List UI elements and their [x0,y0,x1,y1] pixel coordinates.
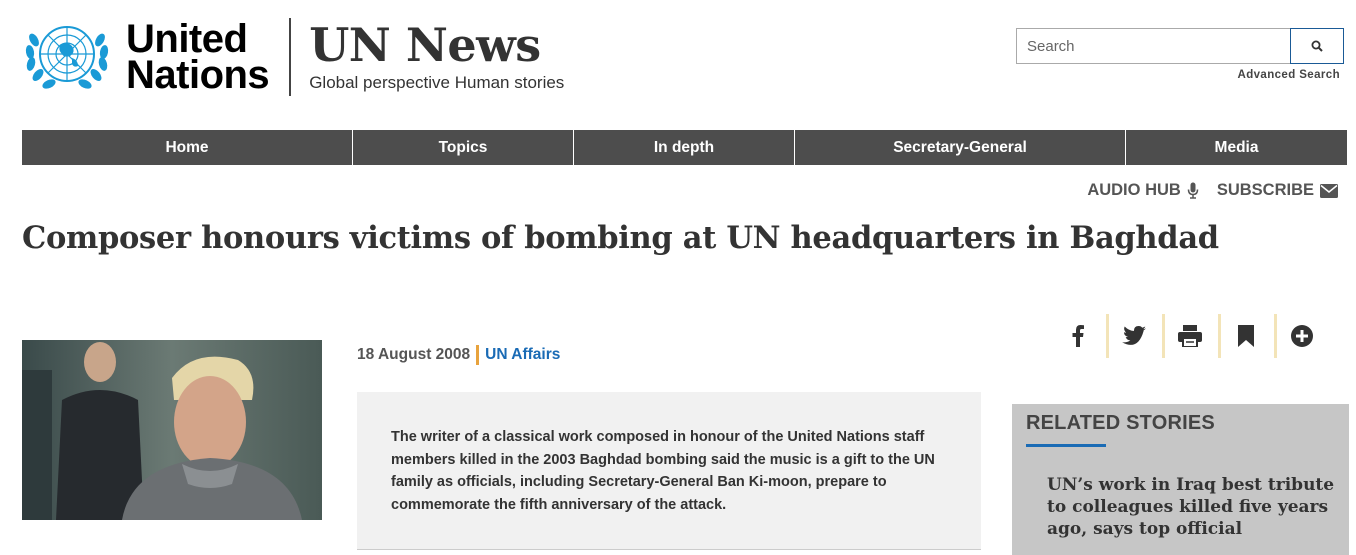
article-category-link[interactable]: UN Affairs [485,346,561,363]
org-name [126,17,270,97]
advanced-search-link[interactable]: Advanced Search [1237,69,1340,81]
related-stories-underline [1026,444,1106,447]
site-logo[interactable] [20,16,564,98]
composer-photo-image [22,340,322,520]
audio-hub-link[interactable] [1087,181,1199,200]
more-icon [1291,325,1313,347]
org-name-line2: Nations [126,53,270,97]
share-bookmark-button[interactable] [1218,314,1274,358]
nav-item-secretary-general[interactable]: Secretary-General [795,130,1126,165]
article-summary: The writer of a classical work composed in honour of the United Nations staff members killed in the 2003 Baghdad bombing said the music is a gift to the UN family as officials, including Secretary-General Ban Ki-moon, prepare to commemorate the fifth anniversary of the attack. [391,429,935,513]
share-facebook-button[interactable] [1050,314,1106,358]
header-divider [289,18,291,96]
envelope-icon [1320,184,1338,198]
main-nav [22,130,1347,165]
audio-hub-label: AUDIO HUB [1087,181,1181,199]
bookmark-icon [1238,325,1254,347]
subscribe-link[interactable] [1217,181,1338,200]
nav-item-topics[interactable]: Topics [353,130,574,165]
un-emblem-icon [20,16,114,98]
share-twitter-button[interactable] [1106,314,1162,358]
org-name-line1: United [126,17,248,61]
related-stories [1012,404,1349,555]
article-date: 18 August 2008 [357,346,471,363]
twitter-icon [1122,326,1146,346]
search-icon [1311,40,1323,52]
article-summary-box [357,392,981,550]
nav-item-media[interactable]: Media [1214,138,1259,156]
search-input[interactable] [1016,28,1290,64]
brand [309,18,565,93]
share-more-button[interactable] [1274,314,1330,358]
utility-links [1069,181,1338,200]
search-bar [1016,28,1344,64]
share-print-button[interactable] [1162,314,1218,358]
related-stories-title: RELATED STORIES [1026,412,1215,434]
search-button[interactable] [1290,28,1344,64]
microphone-icon [1187,182,1199,199]
meta-separator [476,345,479,365]
nav-item-in-depth[interactable]: In depth [574,130,795,165]
share-toolbar [1050,314,1330,358]
nav-item-home[interactable]: Home [22,130,353,165]
related-story-link[interactable]: UN’s work in Iraq best tribute to colleagues killed five years ago, says top official [1047,475,1335,539]
brand-tagline: Global perspective Human stories [309,73,565,92]
article-meta [357,345,560,365]
facebook-icon [1072,325,1084,347]
page-title: Composer honours victims of bombing at UN headquarters in Baghdad [22,220,1219,256]
brand-title[interactable]: UN News [309,18,541,72]
subscribe-label: SUBSCRIBE [1216,181,1314,199]
article-photo [22,340,322,520]
print-icon [1178,325,1202,347]
